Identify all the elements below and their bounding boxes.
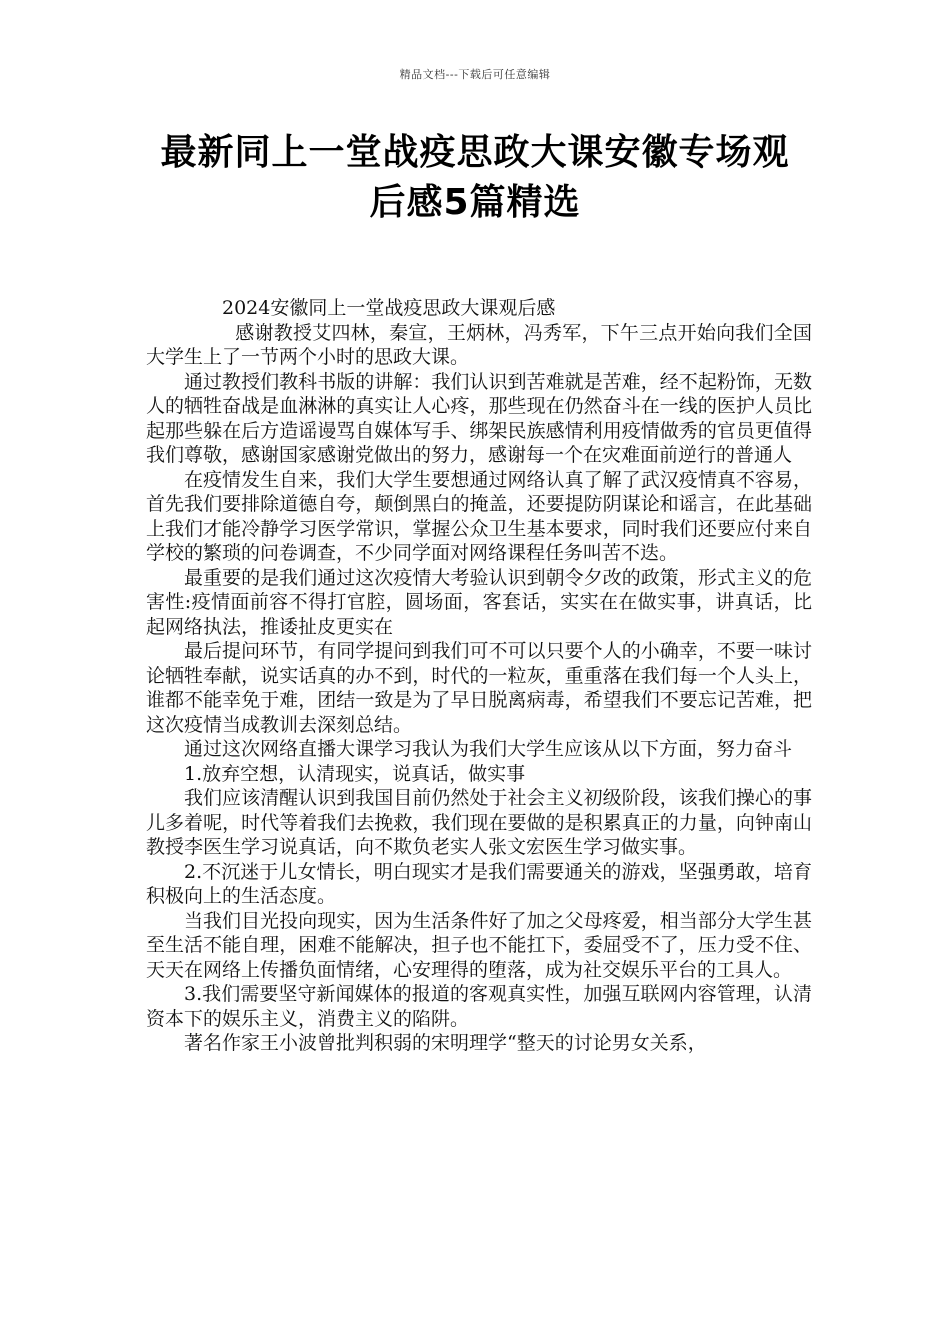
paragraph: 在疫情发生自来，我们大学生要想通过网络认真了解了武汉疫情真不容易，首先我们要排除道德自夸，颠倒黑白的掩盖，还要提防阴谋论和谣言，在此基础上我们才能冷静学习医学常识，掌握公众卫生基本要求，同时我们还要应付来自学校的繁琐的问卷调查，不少同学面对网络课程任务叫苦不迭。 [146, 468, 812, 564]
paragraph: 我们应该清醒认识到我国目前仍然处于社会主义初级阶段，该我们操心的事儿多着呢，时代等着我们去挽救，我们现在要做的是积累真正的力量，向钟南山教授李医生学习说真话，向不欺负老实人张文宏医生学习做实事。 [146, 787, 812, 858]
document-body [146, 296, 812, 1056]
paragraph: 最后提问环节，有同学提问到我们可不可以只要个人的小确幸，不要一味讨论牺牲奉献，说实话真的办不到，时代的一粒灰，重重落在我们每一个人头上，谁都不能幸免于难，团结一致是为了早日脱离病毒，希望我们不要忘记苦难，把这次疫情当成教训去深刻总结。 [146, 640, 812, 736]
paragraph: 最重要的是我们通过这次疫情大考验认识到朝令夕改的政策，形式主义的危害性:疫情面前容不得打官腔，圆场面，客套话，实实在在做实事，讲真话，比起网络执法，推诿扯皮更实在 [146, 566, 812, 638]
paragraph: 通过教授们教科书版的讲解：我们认识到苦难就是苦难，经不起粉饰，无数人的牺牲奋战是血淋淋的真实让人心疼，那些现在仍然奋斗在一线的医护人员比起那些躲在后方造谣谩骂自媒体写手、绑架民族感情利用疫情做秀的官员更值得我们尊敬，感谢国家感谢党做出的努力，感谢每一个在灾难面前逆行的普通人 [146, 370, 812, 466]
title-line-1: 最新同上一堂战疫思政大课安徽专场观 [160, 132, 790, 173]
title-line-2: 后感5篇精选 [369, 182, 581, 223]
section-heading: 2024安徽同上一堂战疫思政大课观后感 [222, 297, 556, 319]
paragraph: 当我们目光投向现实，因为生活条件好了加之父母疼爱，相当部分大学生甚至生活不能自理，困难不能解决，担子也不能扛下，委屈受不了，压力受不住、天天在网络上传播负面情绪，心安理得的堕落，成为社交娱乐平台的工具人。 [146, 909, 812, 981]
paragraph: 通过这次网络直播大课学习我认为我们大学生应该从以下方面，努力奋斗 [184, 738, 793, 760]
list-heading-3: 3.我们需要坚守新闻媒体的报道的客观真实性，加强互联网内容管理，认清资本下的娱乐主义，消费主义的陷阱。 [146, 983, 812, 1030]
header-note: 精品文档---下载后可任意编辑 [399, 68, 551, 81]
page-title [120, 128, 830, 228]
list-heading-1: 1.放弃空想，认清现实，说真话，做实事 [184, 762, 526, 785]
paragraph: 著名作家王小波曾批判积弱的宋明理学“整天的讨论男女关系， [184, 1032, 707, 1054]
list-heading-2: 2.不沉迷于儿女情长，明白现实才是我们需要通关的游戏，坚强勇敢，培育积极向上的生活态度。 [146, 860, 812, 907]
paragraph: 感谢教授艾四林，秦宣，王炳林，冯秀军，下午三点开始向我们全国大学生上了一节两个小时的思政大课。 [146, 321, 812, 368]
